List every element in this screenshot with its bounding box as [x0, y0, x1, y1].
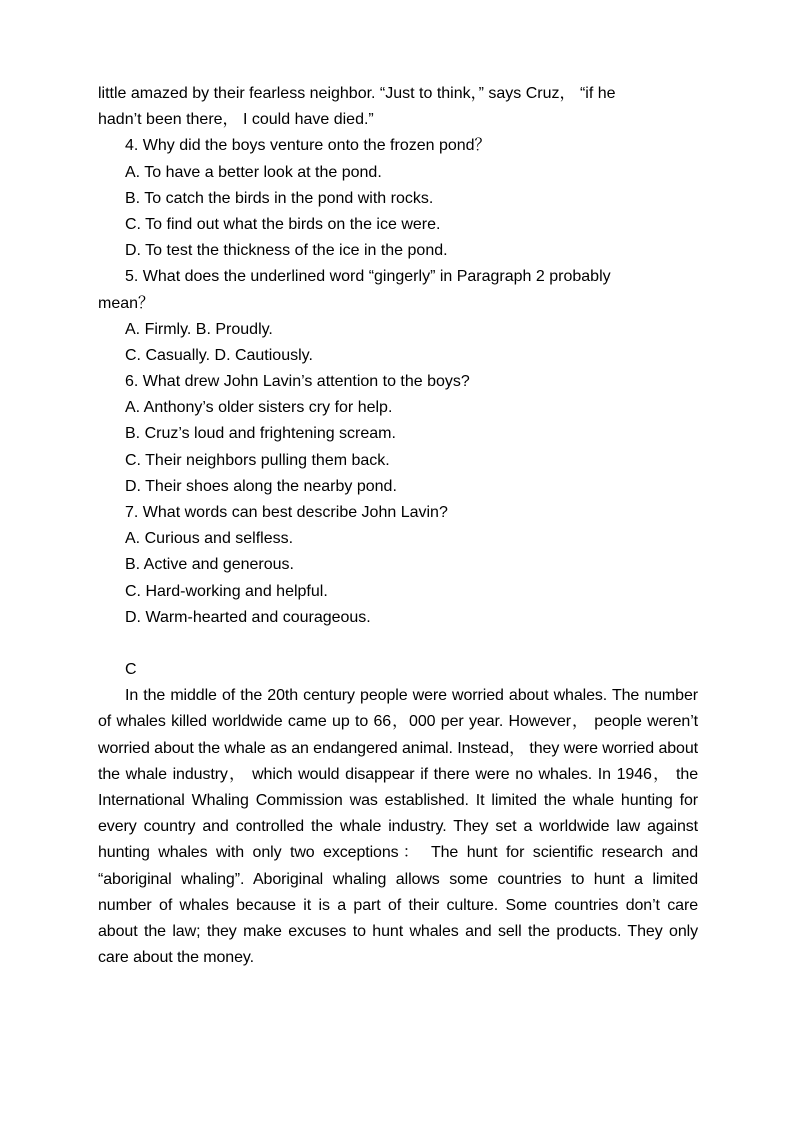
passage-text-line: little amazed by their fearless neighbor. “Just to think，” says Cruz， “if he	[98, 85, 616, 102]
answer-option: A. Firmly. B. Proudly.	[125, 320, 273, 338]
section-heading: C	[125, 660, 137, 678]
question-stem: 6. What drew John Lavin’s attention to the boys?	[125, 373, 470, 391]
answer-option: C. To find out what the birds on the ice were.	[125, 215, 441, 233]
question-stem: 7. What words can best describe John Lavin?	[125, 504, 448, 521]
answer-option: C. Casually. D. Cautiously.	[125, 346, 313, 364]
answer-option: B. To catch the birds in the pond with rocks.	[125, 189, 434, 207]
question-stem: 4. Why did the boys venture onto the frozen pond？	[125, 137, 491, 155]
answer-option: D. Warm-hearted and courageous.	[125, 608, 371, 626]
question-stem: 5. What does the underlined word “gingerly” in Paragraph 2 probably	[125, 268, 611, 286]
question-6	[98, 369, 698, 500]
question-stem-continued: mean？	[98, 294, 155, 312]
question-4	[98, 133, 698, 264]
answer-option: A. Anthony’s older sisters cry for help.	[125, 399, 393, 417]
section-spacer	[98, 631, 698, 657]
passage-text-line: hadn’t been there， I could have died.”	[98, 111, 374, 129]
answer-option: A. To have a better look at the pond.	[125, 163, 382, 181]
answer-option: B. Active and generous.	[125, 556, 294, 574]
answer-option: C. Their neighbors pulling them back.	[125, 451, 390, 469]
question-5	[98, 264, 698, 369]
passage-c-paragraph: In the middle of the 20th century people were worried about whales. The number of whales killed worldwide came up to 66，000 per year. However， people weren’t worried about the whale as an endangered animal. Instead， they were worried about the whale industry， which would disappear if there were no whales. In 1946， the International Whaling Commission was established. It limited the whale hunting for every country and controlled the whale industry. They set a worldwide law against hunting whales with only two exceptions： The hunt for scientific research and “aboriginal whaling”. Aboriginal whaling allows some countries to hunt a limited number of whales because it is a part of their culture. Some countries don’t care about the law; they make excuses to hunt whales and sell the products. They only care about the money.	[98, 687, 698, 967]
page-body	[98, 81, 698, 971]
answer-option: D. Their shoes along the nearby pond.	[125, 477, 397, 495]
question-7	[98, 500, 698, 631]
answer-option: A. Curious and selfless.	[125, 530, 294, 548]
answer-option: D. To test the thickness of the ice in the pond.	[125, 242, 448, 260]
answer-option: C. Hard-working and helpful.	[125, 582, 328, 600]
answer-option: B. Cruz’s loud and frightening scream.	[125, 425, 396, 443]
